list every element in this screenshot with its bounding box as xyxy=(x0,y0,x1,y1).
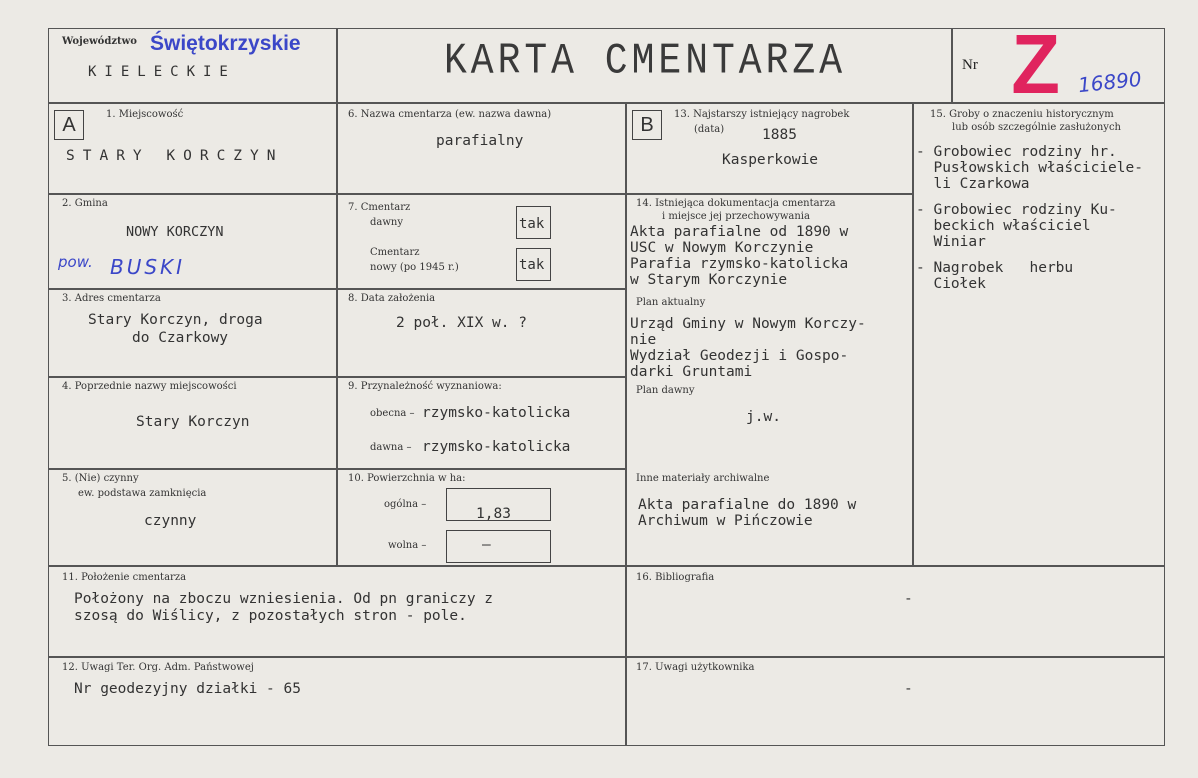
field-14-doc-line: USC w Nowym Korczynie xyxy=(630,240,814,256)
field-6-value: parafialny xyxy=(436,133,524,149)
field-7-label-nowy-line1: Cmentarz xyxy=(370,247,420,258)
field-15-item-line: Ciołek xyxy=(916,276,986,292)
field-8-value: 2 poł. XIX w. ? xyxy=(396,315,527,331)
grid-line xyxy=(48,193,626,195)
field-2-value: NOWY KORCZYN xyxy=(126,224,224,240)
field-11-label: 11. Położenie cmentarza xyxy=(62,572,187,583)
grid-line xyxy=(625,102,627,746)
field-15-label-line1: 15. Groby o znaczeniu historycznym xyxy=(930,109,1114,120)
field-12-label: 12. Uwagi Ter. Org. Adm. Państwowej xyxy=(62,662,254,673)
nr-letter: Z xyxy=(1011,17,1061,111)
field-14-plan-dawny-value: j.w. xyxy=(746,409,781,425)
field-17-label: 17. Uwagi użytkownika xyxy=(636,662,755,673)
field-5-label-line1: 5. (Nie) czynny xyxy=(62,473,139,484)
grid-line xyxy=(48,102,1165,104)
field-10-ogolna-value: 1,83 xyxy=(476,506,511,522)
field-14-plan-dawny-label: Plan dawny xyxy=(636,385,695,396)
field-11-line2: szosą do Wiślicy, z pozostałych stron - pole. xyxy=(74,608,467,624)
field-10-label: 10. Powierzchnia w ha: xyxy=(348,473,466,484)
field-14-label-line1: 14. Istniejąca dokumentacja cmentarza xyxy=(636,198,836,209)
field-2-label: 2. Gmina xyxy=(62,198,108,209)
field-9-dawna-value: rzymsko-katolicka xyxy=(422,439,571,455)
field-15-item-line: - Grobowiec rodziny hr. xyxy=(916,144,1117,160)
field-8-label: 8. Data założenia xyxy=(348,293,436,304)
field-14-label-line2: i miejsce jej przechowywania xyxy=(662,211,810,222)
grid-line xyxy=(48,565,1165,567)
field-15-item-line: - Nagrobek herbu xyxy=(916,260,1074,276)
field-9-dawna-label: dawna – xyxy=(370,442,412,453)
field-4-value: Stary Korczyn xyxy=(136,414,250,430)
field-4-label: 4. Poprzednie nazwy miejscowości xyxy=(62,381,237,392)
field-14-plan-aktualny-line: Wydział Geodezji i Gospo- xyxy=(630,348,849,364)
field-16-value: - xyxy=(904,591,913,607)
field-2-pow-prefix: pow. xyxy=(58,253,93,271)
field-14-plan-aktualny-line: nie xyxy=(630,332,657,348)
field-1-label: 1. Miejscowość xyxy=(106,109,184,120)
field-14-inne-line: Akta parafialne do 1890 w xyxy=(638,497,857,513)
field-10-wolna-box xyxy=(446,530,551,563)
field-16-label: 16. Bibliografia xyxy=(636,572,715,583)
grid-line xyxy=(48,288,626,290)
field-14-inne-line: Archiwum w Pińczowie xyxy=(638,513,813,529)
section-letter-a: A xyxy=(54,110,84,140)
card-title: KARTA CMENTARZA xyxy=(443,36,847,87)
field-7-value-nowy: tak xyxy=(519,257,545,273)
grid-line xyxy=(336,102,338,565)
grid-line xyxy=(48,656,1165,658)
field-15-item-line: Winiar xyxy=(916,234,986,250)
field-3-label: 3. Adres cmentarza xyxy=(62,293,161,304)
field-15-label-line2: lub osób szczególnie zasłużonych xyxy=(952,122,1121,133)
field-2-pow-value: BUSKI xyxy=(110,255,186,279)
field-15-item-line: li Czarkowa xyxy=(916,176,1030,192)
field-7-value-dawny: tak xyxy=(519,216,545,232)
field-12-value: Nr geodezyjny działki - 65 xyxy=(74,681,301,697)
field-10-ogolna-label: ogólna – xyxy=(384,499,427,510)
field-15-item-line: Pusłowskich właściciele- xyxy=(916,160,1143,176)
field-3-value-line2: do Czarkowy xyxy=(132,330,229,346)
field-7-label-dawny-line1: 7. Cmentarz xyxy=(348,202,411,213)
field-13-label-line2: (data) xyxy=(694,124,725,135)
wojewodztwo-value: KIELECKIE xyxy=(88,64,236,80)
field-14-plan-aktualny-line: Urząd Gminy w Nowym Korczy- xyxy=(630,316,866,332)
field-5-value: czynny xyxy=(144,513,197,529)
grid-line xyxy=(625,193,913,195)
nr-handwritten: 16890 xyxy=(1076,66,1143,98)
field-9-label: 9. Przynależność wyznaniowa: xyxy=(348,381,502,392)
field-11-line1: Położony na zboczu wzniesienia. Od pn graniczy z xyxy=(74,591,494,607)
field-3-value-line1: Stary Korczyn, droga xyxy=(88,312,263,328)
field-10-wolna-value: — xyxy=(482,537,491,553)
field-14-doc-line: Akta parafialne od 1890 w xyxy=(630,224,849,240)
field-15-item-line: beckich właściciel xyxy=(916,218,1091,234)
nr-label: Nr xyxy=(962,57,978,73)
field-7-label-dawny-line2: dawny xyxy=(370,217,404,228)
field-1-value: STARY KORCZYN xyxy=(66,148,284,164)
section-letter-b: B xyxy=(632,110,662,140)
field-6-label: 6. Nazwa cmentarza (ew. nazwa dawna) xyxy=(348,109,552,120)
field-14-doc-line: w Starym Korczynie xyxy=(630,272,788,288)
field-14-doc-line: Parafia rzymsko-katolicka xyxy=(630,256,849,272)
field-5-label-line2: ew. podstawa zamknięcia xyxy=(78,488,207,499)
grid-line xyxy=(48,468,626,470)
field-13-year: 1885 xyxy=(762,127,797,143)
field-10-wolna-label: wolna – xyxy=(388,540,427,551)
wojewodztwo-label: Województwo xyxy=(62,36,137,47)
grid-line xyxy=(912,102,914,565)
field-17-value: - xyxy=(904,681,913,697)
field-9-obecna-value: rzymsko-katolicka xyxy=(422,405,571,421)
field-14-inne-label: Inne materiały archiwalne xyxy=(636,473,770,484)
field-7-label-nowy-line2: nowy (po 1945 r.) xyxy=(370,262,459,273)
wojewodztwo-stamp: Świętokrzyskie xyxy=(150,32,301,55)
field-15-item-line: - Grobowiec rodziny Ku- xyxy=(916,202,1117,218)
field-13-label-line1: 13. Najstarszy istniejący nagrobek xyxy=(674,109,850,120)
field-14-plan-aktualny-line: darki Gruntami xyxy=(630,364,753,380)
field-9-obecna-label: obecna – xyxy=(370,408,415,419)
grid-line xyxy=(48,376,626,378)
field-14-plan-aktualny-label: Plan aktualny xyxy=(636,297,706,308)
field-13-family: Kasperkowie xyxy=(722,152,819,168)
